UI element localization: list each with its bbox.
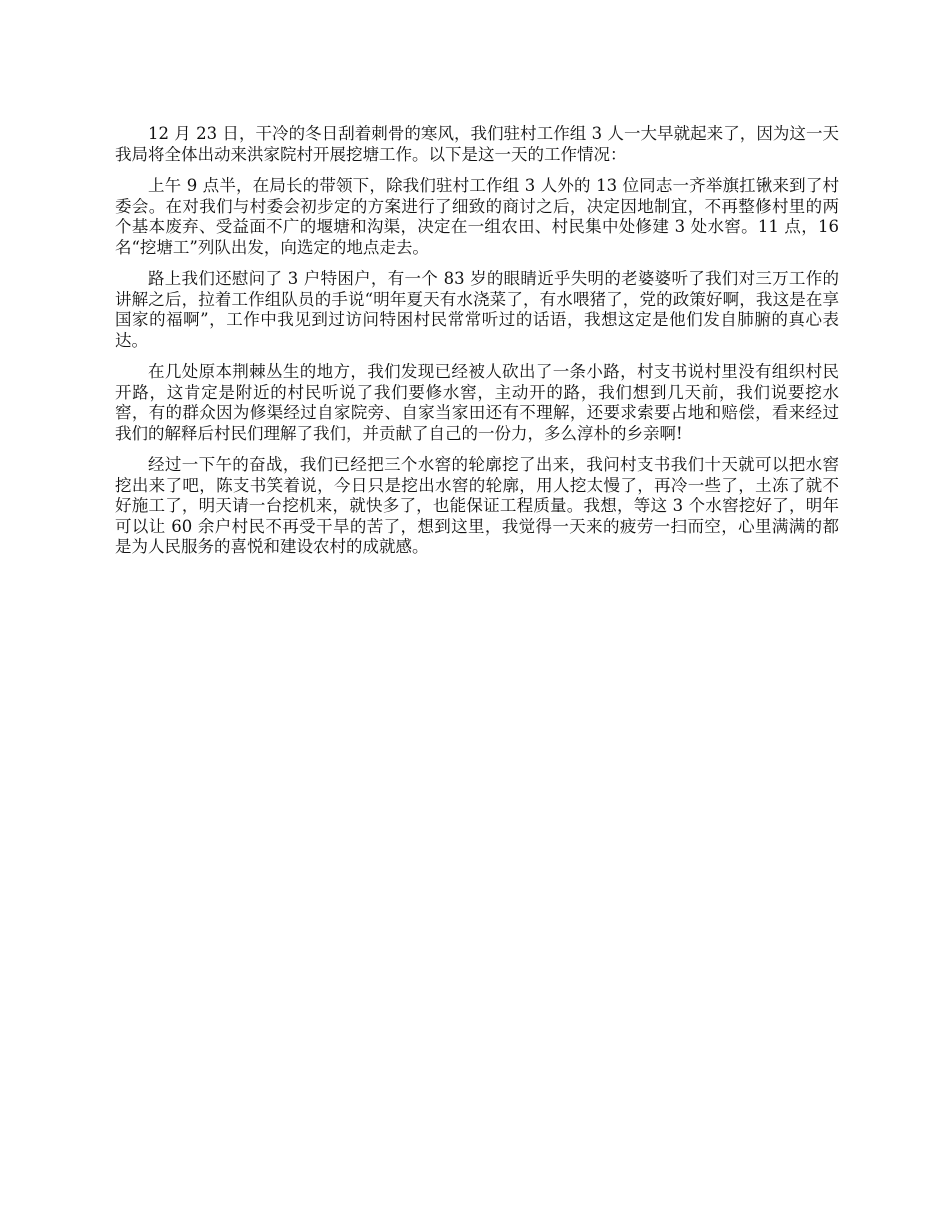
paragraph-2: 上午 9 点半，在局长的带领下，除我们驻村工作组 3 人外的 13 位同志一齐举旗扛锹来到了村委会。在对我们与村委会初步定的方案进行了细致的商讨之后，决定因地制宜，不再整修村里的两个基本废弃、受益面不广的堰塘和沟渠，决定在一组农田、村民集中处修建 3 处水窖。11 点，16 名“挖塘工”列队出发，向选定的地点走去。 [115,176,839,257]
paragraph-1: 12 月 23 日，干冷的冬日刮着刺骨的寒风，我们驻村工作组 3 人一大早就起来了，因为这一天我局将全体出动来洪家院村开展挖塘工作。以下是这一天的工作情况： [115,124,839,164]
paragraph-5: 经过一下午的奋战，我们已经把三个水窖的轮廓挖了出来，我问村支书我们十天就可以把水窖挖出来了吧，陈支书笑着说，今日只是挖出水窖的轮廓，用人挖太慢了，再冷一些了，土冻了就不好施工了，明天请一台挖机来，就快多了，也能保证工程质量。我想，等这 3 个水窖挖好了，明年可以让 60 余户村民不再受干旱的苦了，想到这里，我觉得一天来的疲劳一扫而空，心里满满的都是为人民服务的喜悦和建设农村的成就感。 [115,455,839,556]
paragraph-3: 路上我们还慰问了 3 户特困户，有一个 83 岁的眼睛近乎失明的老婆婆听了我们对三万工作的讲解之后，拉着工作组队员的手说“明年夏天有水浇菜了，有水喂猪了，党的政策好啊，我这是在享国家的福啊”，工作中我见到过访问特困村民常常听过的话语，我想这定是他们发自肺腑的真心表达。 [115,269,839,350]
document-body [115,124,839,569]
paragraph-4: 在几处原本荆棘丛生的地方，我们发现已经被人砍出了一条小路，村支书说村里没有组织村民开路，这肯定是附近的村民听说了我们要修水窖，主动开的路，我们想到几天前，我们说要挖水窖，有的群众因为修渠经过自家院旁、自家当家田还有不理解，还要求索要占地和赔偿，看来经过我们的解释后村民们理解了我们，并贡献了自己的一份力，多么淳朴的乡亲啊! [115,362,839,443]
